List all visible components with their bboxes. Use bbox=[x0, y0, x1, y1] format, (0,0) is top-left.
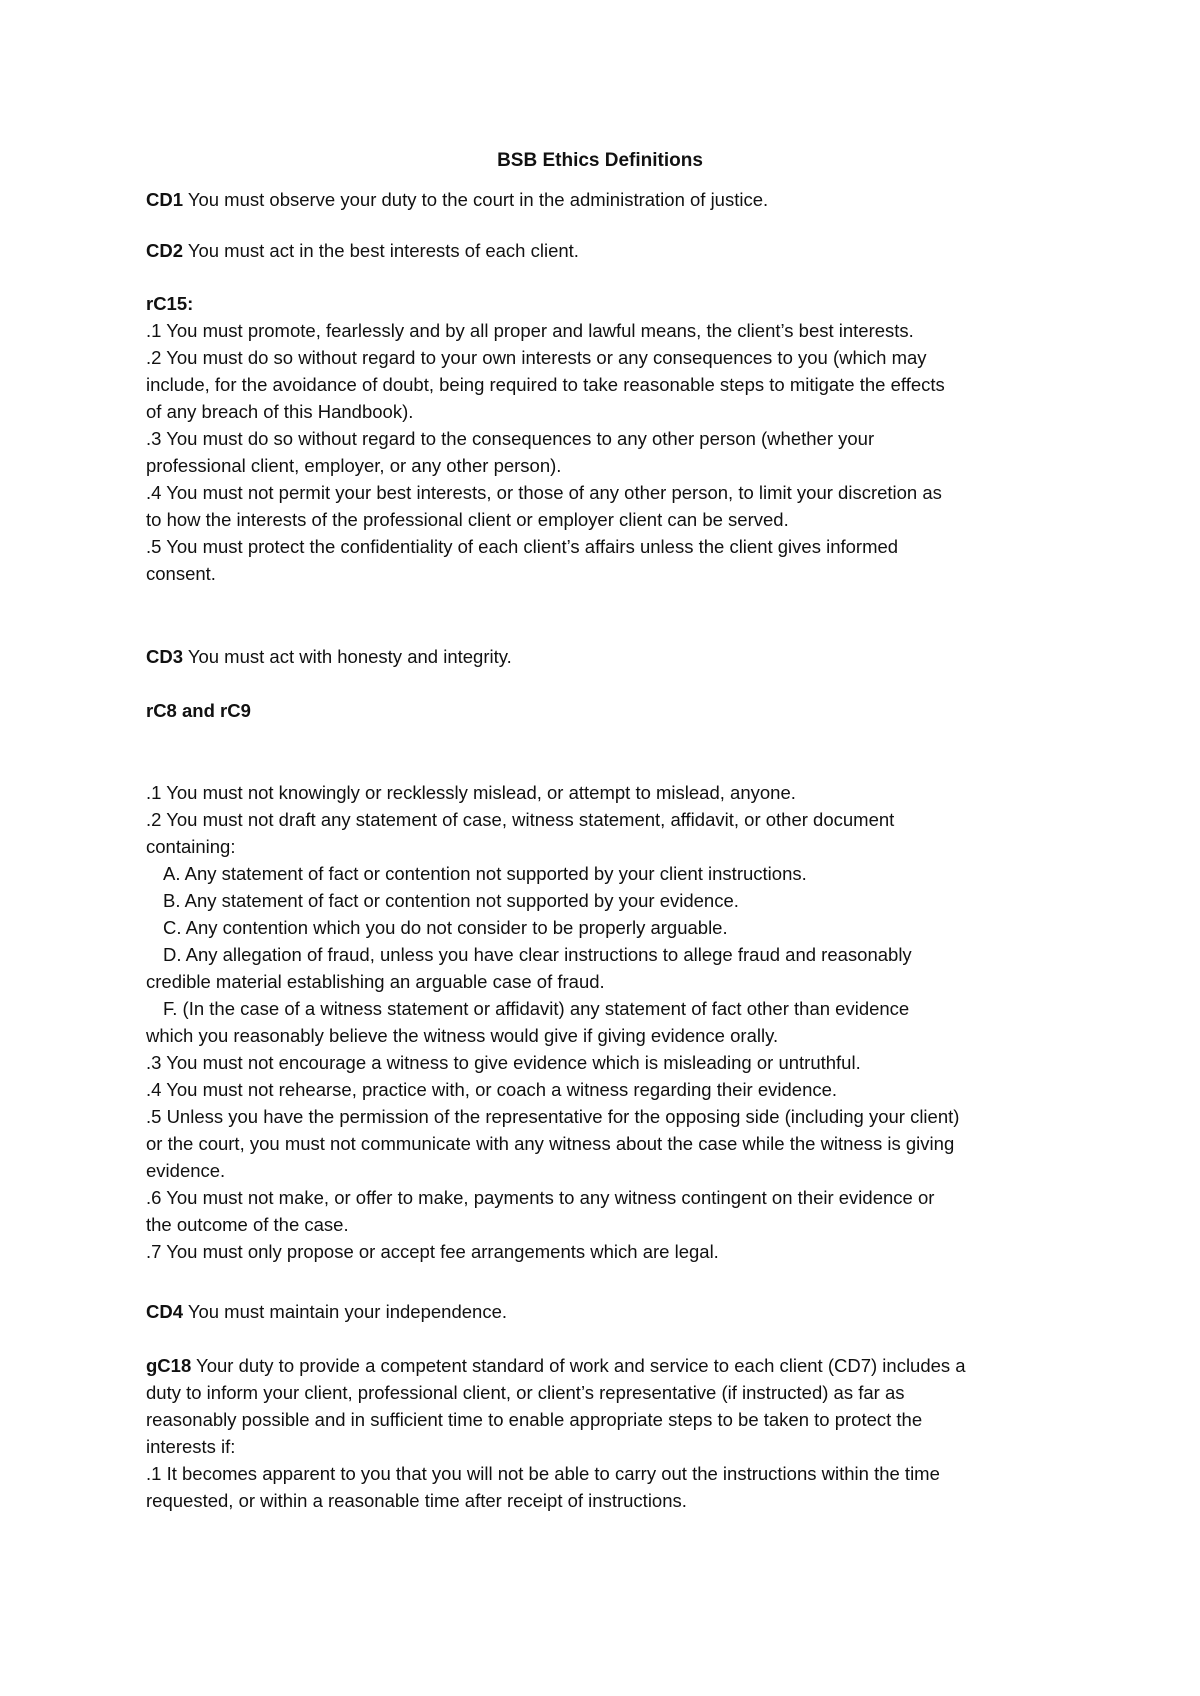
rc15-line: consent. bbox=[146, 563, 216, 584]
rc15-line: to how the interests of the professional client or employer client can be served. bbox=[146, 509, 789, 530]
rc15-line: .1 You must promote, fearlessly and by all proper and lawful means, the client’s best interests. bbox=[146, 320, 914, 341]
rc8-rc9-line: the outcome of the case. bbox=[146, 1214, 349, 1235]
rc15-section bbox=[146, 290, 1066, 587]
cd3-code: CD3 bbox=[146, 646, 184, 667]
rc8-rc9-line: B. Any statement of fact or contention not supported by your evidence. bbox=[163, 890, 739, 911]
gc18-line: interests if: bbox=[146, 1436, 236, 1457]
rc8-rc9-heading: rC8 and rC9 bbox=[146, 700, 251, 721]
gc18-first-line bbox=[146, 1352, 1066, 1379]
rc8-rc9-line: which you reasonably believe the witness would give if giving evidence orally. bbox=[146, 1025, 779, 1046]
rc8-rc9-line: C. Any contention which you do not consider to be properly arguable. bbox=[163, 917, 728, 938]
cd3-text: You must act with honesty and integrity. bbox=[183, 646, 512, 667]
rc15-line: .2 You must do so without regard to your own interests or any consequences to you (which may bbox=[146, 347, 927, 368]
gc18-line: reasonably possible and in sufficient time to enable appropriate steps to be taken to protect the bbox=[146, 1409, 923, 1430]
rc15-line: .4 You must not permit your best interests, or those of any other person, to limit your discretion as bbox=[146, 482, 942, 503]
cd1-text: You must observe your duty to the court in the administration of justice. bbox=[183, 189, 769, 210]
rc15-line: .5 You must protect the confidentiality of each client’s affairs unless the client gives informed bbox=[146, 536, 899, 557]
rc8-rc9-line: .2 You must not draft any statement of case, witness statement, affidavit, or other document bbox=[146, 809, 895, 830]
gc18-line: duty to inform your client, professional client, or client’s representative (if instructed) as far as bbox=[146, 1382, 905, 1403]
rc8-rc9-line: A. Any statement of fact or contention not supported by your client instructions. bbox=[163, 863, 807, 884]
rc8-rc9-line: containing: bbox=[146, 836, 236, 857]
cd1-code: CD1 bbox=[146, 189, 184, 210]
cd2-text: You must act in the best interests of each client. bbox=[183, 240, 579, 261]
cd3-paragraph bbox=[146, 643, 1066, 670]
rc15-line: of any breach of this Handbook). bbox=[146, 401, 414, 422]
rc15-line: professional client, employer, or any other person). bbox=[146, 455, 562, 476]
rc8-rc9-line: D. Any allegation of fraud, unless you have clear instructions to allege fraud and reasonably bbox=[163, 944, 912, 965]
rc15-line: include, for the avoidance of doubt, being required to take reasonable steps to mitigate the effects bbox=[146, 374, 945, 395]
rc8-rc9-line: .1 You must not knowingly or recklessly mislead, or attempt to mislead, anyone. bbox=[146, 782, 796, 803]
cd4-paragraph bbox=[146, 1298, 1066, 1325]
rc8-rc9-section bbox=[146, 779, 1066, 1265]
rc8-rc9-line: .4 You must not rehearse, practice with, or coach a witness regarding their evidence. bbox=[146, 1079, 838, 1100]
rc8-rc9-line: evidence. bbox=[146, 1160, 226, 1181]
rc8-rc9-line: .5 Unless you have the permission of the representative for the opposing side (including your client) bbox=[146, 1106, 960, 1127]
gc18-code: gC18 bbox=[146, 1355, 192, 1376]
gc18-section bbox=[146, 1352, 1066, 1514]
rc8-rc9-line: .6 You must not make, or offer to make, payments to any witness contingent on their evidence or bbox=[146, 1187, 935, 1208]
rc8-rc9-line: .7 You must only propose or accept fee arrangements which are legal. bbox=[146, 1241, 719, 1262]
rc15-heading: rC15: bbox=[146, 293, 194, 314]
cd4-text: You must maintain your independence. bbox=[183, 1301, 507, 1322]
cd1-paragraph bbox=[146, 186, 1066, 213]
rc8-rc9-line: .3 You must not encourage a witness to give evidence which is misleading or untruthful. bbox=[146, 1052, 861, 1073]
rc8-rc9-line: or the court, you must not communicate with any witness about the case while the witness is giving bbox=[146, 1133, 955, 1154]
cd2-paragraph bbox=[146, 237, 1066, 264]
gc18-line: requested, or within a reasonable time after receipt of instructions. bbox=[146, 1490, 687, 1511]
gc18-line: .1 It becomes apparent to you that you will not be able to carry out the instructions within the time bbox=[146, 1463, 940, 1484]
gc18-text: Your duty to provide a competent standard of work and service to each client (CD7) includes a bbox=[191, 1355, 966, 1376]
rc8-rc9-line: credible material establishing an arguable case of fraud. bbox=[146, 971, 605, 992]
document-title: BSB Ethics Definitions bbox=[497, 150, 703, 171]
cd2-code: CD2 bbox=[146, 240, 184, 261]
rc15-line: .3 You must do so without regard to the consequences to any other person (whether your bbox=[146, 428, 875, 449]
rc8-rc9-line: F. (In the case of a witness statement or affidavit) any statement of fact other than evidence bbox=[163, 998, 910, 1019]
cd4-code: CD4 bbox=[146, 1301, 184, 1322]
